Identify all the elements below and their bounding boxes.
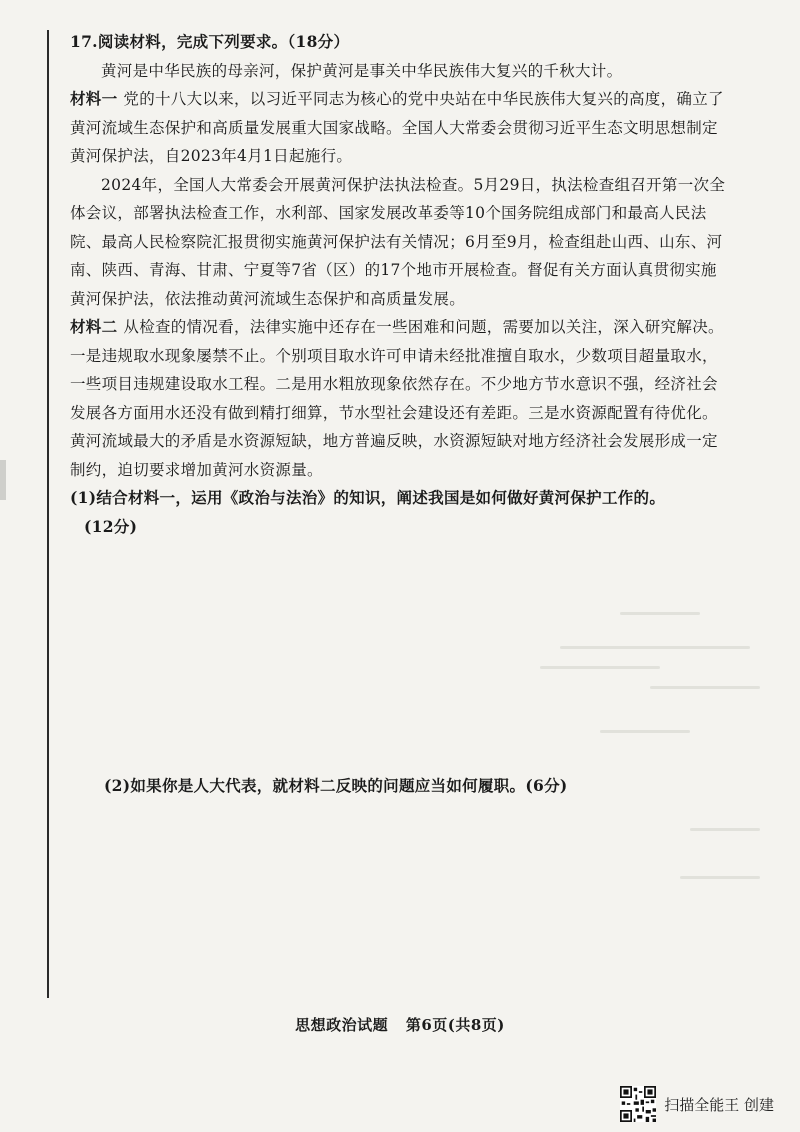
bleed-through-mark xyxy=(650,686,760,689)
sub-question-1: (1)结合材料一，运用《政治与法治》的知识，阐述我国是如何做好黄河保护工作的。 xyxy=(70,488,666,507)
sub-question-1-points: (12分) xyxy=(84,516,138,536)
material-2 xyxy=(70,313,730,484)
bleed-through-mark xyxy=(540,666,660,669)
qr-code-icon xyxy=(620,1086,656,1122)
bleed-through-mark xyxy=(690,828,760,831)
material-1-paragraph-2: 2024年，全国人大常委会开展黄河保护法执法检查。5月29日，执法检查组召开第一次全体会议，部署执法检查工作，水利部、国家发展改革委等10个国务院组成部门和最高人民法院、最高人民检察院汇报贯彻实施黄河保护法有关情况；6月至9月，检查组赴山西、山东、河南、陕西、青海、甘肃、宁夏等7省（区）的17个地市开展检查。督促有关方面认真贯彻实施黄河保护法，依法推动黄河流域生态保护和高质量发展。 xyxy=(70,175,726,308)
scanner-watermark xyxy=(620,1086,774,1122)
material-1-text: 党的十八大以来，以习近平同志为核心的党中央站在中华民族伟大复兴的高度，确立了黄河流域生态保护和高质量发展重大国家战略。全国人大常委会贯彻习近平生态文明思想制定黄河保护法，自2023年4月1日起施行。 xyxy=(70,90,724,165)
question-intro: 黄河是中华民族的母亲河，保护黄河是事关中华民族伟大复兴的千秋大计。 xyxy=(101,61,623,80)
footer-page-number: 第6页(共8页) xyxy=(405,1016,505,1034)
bleed-through-mark xyxy=(620,612,700,615)
scan-edge-mark xyxy=(0,460,6,500)
bleed-through-mark xyxy=(680,876,760,879)
question-17 xyxy=(70,28,730,541)
material-1 xyxy=(70,85,730,171)
bleed-through-mark xyxy=(600,730,690,733)
material-2-text: 从检查的情况看，法律实施中还存在一些困难和问题，需要加以关注，深入研究解决。一是违规取水现象屡禁不止。个别项目取水许可申请未经批准擅自取水，少数项目超量取水，一些项目违规建设取水工程。二是用水粗放现象依然存在。不少地方节水意识不强，经济社会发展各方面用水还没有做到精打细算，节水型社会建设还有差距。三是水资源配置有待优化。黄河流域最大的矛盾是水资源短缺，地方普遍反映，水资源短缺对地方经济社会发展形成一定制约，迫切要求增加黄河水资源量。 xyxy=(70,318,724,479)
material-2-label: 材料二 xyxy=(70,317,118,336)
page-footer xyxy=(0,1014,800,1035)
binding-margin-line xyxy=(47,30,49,998)
material-1-label: 材料一 xyxy=(70,89,118,108)
bleed-through-mark xyxy=(560,646,750,649)
watermark-text: 扫描全能王 创建 xyxy=(664,1095,774,1114)
footer-subject: 思想政治试题 xyxy=(295,1016,389,1034)
sub-question-2: (2)如果你是人大代表，就材料二反映的问题应当如何履职。(6分) xyxy=(104,776,568,795)
question-header: 17.阅读材料，完成下列要求。（18分） xyxy=(70,32,350,51)
